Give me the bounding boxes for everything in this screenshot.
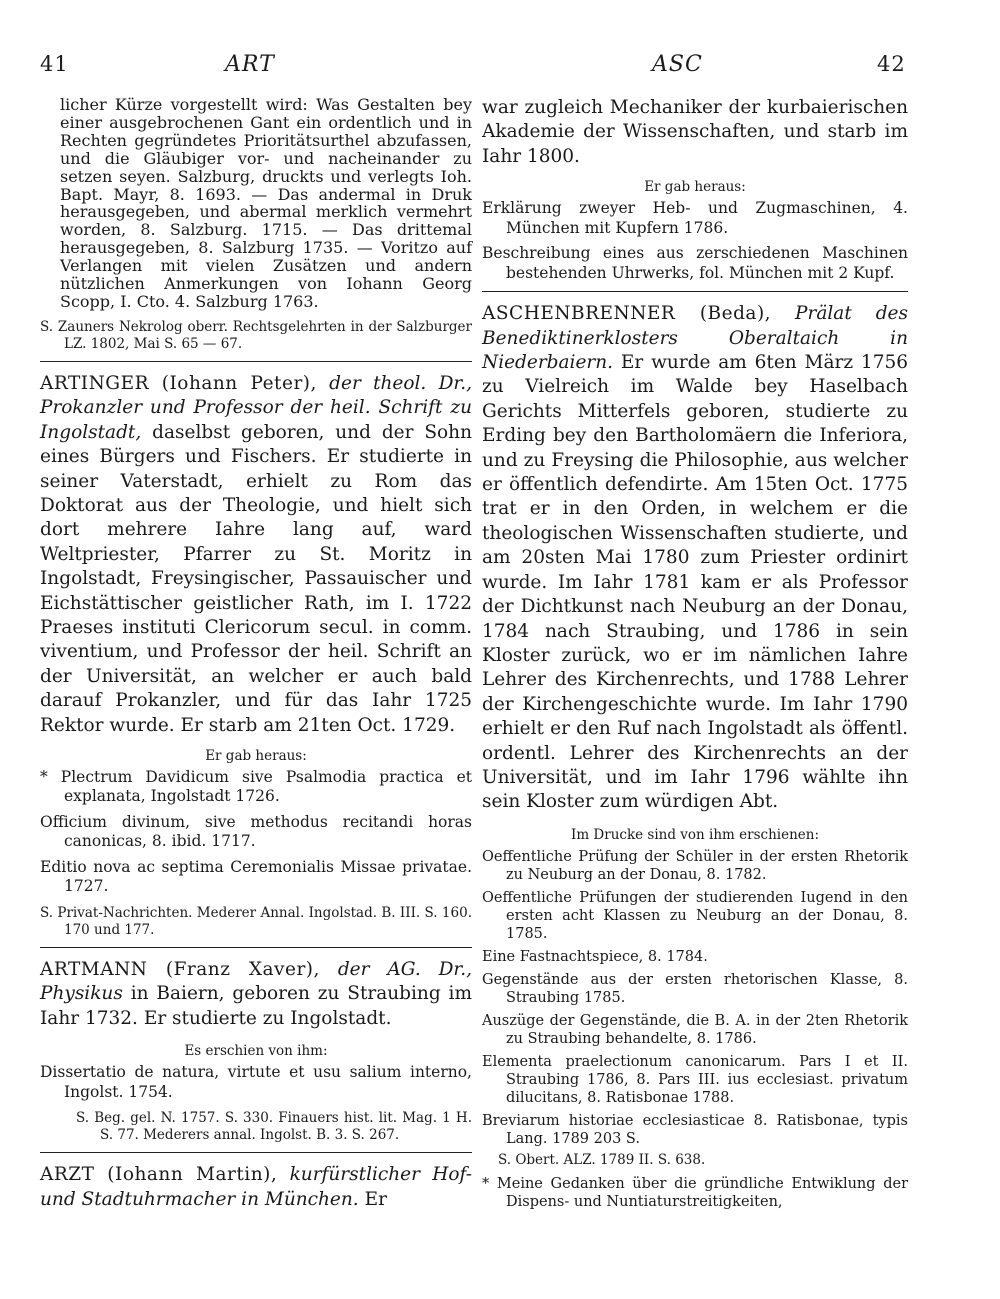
entry-artmann <box>40 958 472 1031</box>
left-column <box>40 96 472 1212</box>
entry-source: S. Privat-Nachrichten. Mederer Annal. Ingolstad. B. III. S. 160. 170 und 177. <box>40 904 472 938</box>
works-heading: Im Drucke sind von ihm erschienen: <box>571 826 819 843</box>
entry-name: ASCHENBRENNER (Beda), <box>482 303 772 325</box>
left-page-number: 41 <box>40 52 69 76</box>
right-page-number: 42 <box>877 52 906 76</box>
right-column <box>482 96 908 1211</box>
work-item: Auszüge der Gegenstände, die B. A. in der 2ten Rhetorik zu Straubing behandelte, 8. 1786. <box>482 1012 908 1047</box>
entry-name: ARTMANN (Franz Xaver), <box>40 958 320 980</box>
continuation-text: licher Kürze vorgestellt wird: Was Gestalten bey einer ausgebrochenen Gant ein ordentlich und in Rechten gegründetes Prioritätsurthel abzufassen, und die Gläubiger vor- und nacheinander zu setzen seyen. Salzburg, druckts und verlegts Ioh. Bapt. Mayr, 8. 1693. — Das andermal in Druk herausgegeben, und abermal merklich vermehrt worden, 8. Salzburg. 1715. — Das drittemal herausgegeben, 8. Salzburg 1735. — Voritzo auf Verlangen mit vielen Zusätzen und andern nützlichen Anmerkungen von Iohann Georg Scopp, I. Cto. 4. Salzburg 1763. <box>60 95 472 311</box>
work-item: Oeffentliche Prüfungen der studierenden Iugend in den ersten acht Klassen zu Neuburg an der Donau, 8. 1785. <box>482 889 908 942</box>
continuation-source: S. Zauners Nekrolog oberr. Rechtsgelehrten in der Salzburger LZ. 1802, Mai S. 65 — 67. <box>40 318 472 352</box>
work-item: * Meine Gedanken über die gründliche Entwiklung der Dispens- und Nuntiaturstreitigkeiten, <box>482 1175 908 1210</box>
entry-artinger <box>40 372 472 738</box>
divider <box>40 1152 472 1153</box>
right-running-head: ASC <box>652 52 703 77</box>
entry-name: ARZT (Iohann Martin), <box>40 1164 278 1186</box>
work-item: Erklärung zweyer Heb- und Zugmaschinen, 4. München mit Kupfern 1786. <box>482 199 908 237</box>
entry-title: der theol. Dr., Prokanzler und Professor der heil. Schrift zu Ingolstadt, <box>40 372 472 443</box>
work-item: Gegenstände aus der ersten rhetorischen Klasse, 8. Straubing 1785. <box>482 971 908 1006</box>
entry-body: in Baiern, geboren zu Straubing im Iahr 1732. Er studierte zu Ingolstadt. <box>40 983 473 1029</box>
work-item: Officium divinum, sive methodus recitandi horas canonicas, 8. ibid. 1717. <box>40 812 472 851</box>
work-item: Eine Fastnachtspiece, 8. 1784. <box>482 948 708 965</box>
work-item: Beschreibung eines aus zerschiedenen Maschinen bestehenden Uhrwerks, fol. München mit 2 Kupf. <box>482 244 908 282</box>
entry-body: daselbst geboren, und der Sohn eines Bürgers und Fischers. Er studierte in seiner Vaterstadt, erhielt zu Rom das Doktorat aus der Theologie, und hielt sich dort mehrere Iahre lang auf, ward Weltpriester, Pfarrer zu St. Moritz in Ingolstadt, Freysingischer, Passauischer und Eichstättischer geistlicher Rath, im I. 1722 Praeses instituti Clericorum secul. in comm. viventium, und Professor der heil. Schrift an der Universität, an welcher er auch bald darauf Prokanzler, und für das Iahr 1725 Rektor wurde. Er starb am 21ten Oct. 1729. <box>40 421 472 736</box>
work-item: Breviarum historiae ecclesiasticae 8. Ratisbonae, typis Lang. 1789 203 S. <box>482 1112 908 1147</box>
works-heading: Er gab heraus: <box>644 179 746 196</box>
entry-name: ARTINGER (Iohann Peter), <box>40 372 317 394</box>
continuation-text: war zugleich Mechaniker der kurbaierischen Akademie der Wissenschaften, und starb im Iahr 1800. <box>482 97 908 167</box>
divider <box>482 291 908 292</box>
works-source: S. Obert. ALZ. 1789 II. S. 638. <box>498 1151 706 1168</box>
work-item: * Plectrum Davidicum sive Psalmodia practica et explanata, Ingolstadt 1726. <box>40 767 472 806</box>
work-item: Dissertatio de natura, virtute et usu salium interno, Ingolst. 1754. <box>40 1063 472 1101</box>
entry-aschenbrenner <box>482 302 908 815</box>
divider <box>40 361 472 362</box>
left-running-head: ART <box>225 52 275 77</box>
work-item: Elementa praelectionum canonicarum. Pars I et II. Straubing 1786, 8. Pars III. ius ecclesiast. privatum dilucitans, 8. Ratisbonae 1788. <box>482 1053 908 1106</box>
works-heading: Es erschien von ihm: <box>184 1043 328 1060</box>
entry-source: S. Beg. gel. N. 1757. S. 330. Finauers hist. lit. Mag. 1 H. S. 77. Mederers annal. Ingolst. B. 3. S. 267. <box>76 1110 472 1144</box>
entry-title: Prälat des Benediktinerklosters Oberaltaich in Niederbaiern. <box>482 303 909 374</box>
work-item: Editio nova ac septima Ceremonialis Missae privatae. 1727. <box>40 857 472 896</box>
entry-arzt <box>40 1163 472 1212</box>
entry-title: kurfürstlicher Hof- und Stadtuhrmacher in München. <box>40 1164 472 1210</box>
work-item: Oeffentliche Prüfung der Schüler in der ersten Rhetorik zu Neuburg an der Donau, 8. 1782. <box>482 848 908 883</box>
works-heading: Er gab heraus: <box>205 747 307 764</box>
divider <box>40 947 472 948</box>
entry-body: Er <box>364 1188 387 1210</box>
entry-title: der AG. Dr., Physikus <box>40 958 472 1005</box>
entry-body: Er wurde am 6ten März 1756 zu Vielreich im Walde bey Haselbach Gerichts Mitterfels geboren, studierte zu Erding bey den Bartholomäern die Inferiora, und zu Freysing die Philosophie, aus welcher er öffentlich defendirte. Am 15ten Oct. 1775 trat er in den Orden, in welchem er die theologischen Wissenschaften studierte, und am 20sten Mai 1780 zum Priester ordinirt wurde. Im Iahr 1781 kam er als Professor der Dichtkunst nach Neuburg an der Donau, 1784 nach Straubing, und 1786 in sein Kloster zurück, wo er im nämlichen Iahre Lehrer des Kirchenrechts, und 1788 Lehrer der Kirchengeschichte wurde. Im Iahr 1790 erhielt er den Ruf nach Ingolstadt als öffentl. ordentl. Lehrer des Kirchenrechts an der Universität, und im Iahr 1796 wählte ihn sein Kloster zum würdigen Abt. <box>482 352 908 813</box>
